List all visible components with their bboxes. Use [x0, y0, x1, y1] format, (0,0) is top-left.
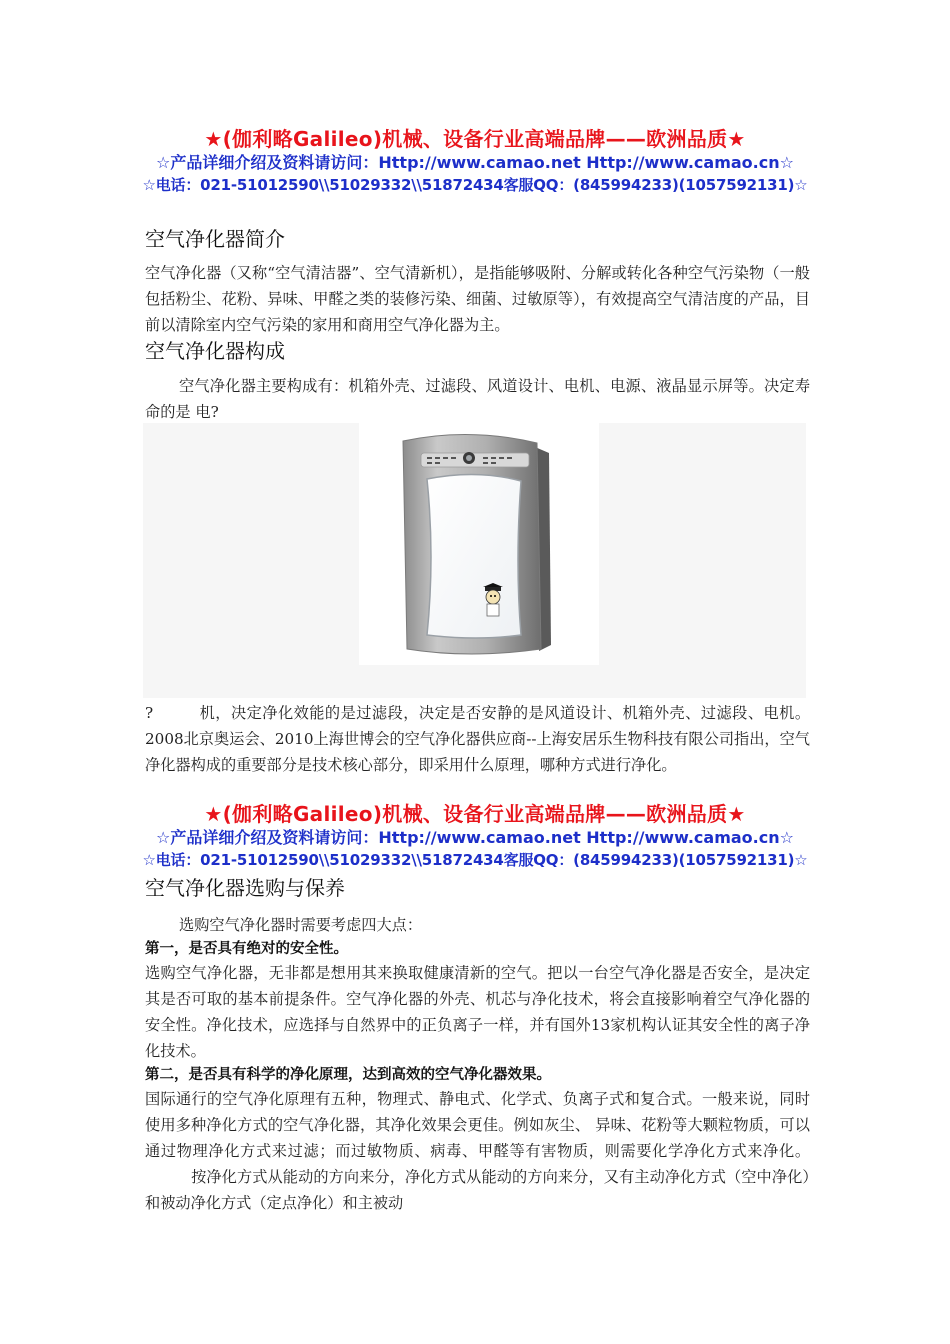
intro-paragraph: 空气净化器（又称“空气清洁器”、空气清新机），是指能够吸附、分解或转化各种空气污染物（一般包括粉尘、花粉、异味、甲醛之类的装修污染、细菌、过敏原等），有效提高空气清洁度的产品，目前以清除室内空气污染的家用和商用空气净化器为主。 — [145, 264, 810, 334]
point-two-text-a: 国际通行的空气净化原理有五种，物理式、静电式、化学式、负离子式和复合式。一般来说，同时使用多种净化方式的空气净化器，其净化效果会更佳。例如灰尘、 异味、花粉等大颗粒物质，可以通过物理净化方式来过滤；而过敏物质、病毒、甲醛等有害物质，则需要化学净化方式来净化。 — [145, 1090, 810, 1160]
missing-char-marker: ? — [145, 704, 154, 722]
banner-website-line: ☆产品详细介绍及资料请访问：Http://www.camao.net Http://www.camao.cn☆ — [156, 153, 794, 172]
banner-website-line: ☆产品详细介绍及资料请访问：Http://www.camao.net Http://www.camao.cn☆ — [156, 828, 794, 847]
banner-title: ★(伽利略Galileo)机械、设备行业高端品牌——欧洲品质★ — [204, 802, 746, 826]
product-figure — [143, 423, 806, 698]
composition-continued-paragraph — [145, 700, 810, 778]
point-one-paragraph: 选购空气净化器，无非都是想用其来换取健康清新的空气。把以一台空气净化器是否安全，是决定其是否可取的基本前提条件。空气净化器的外壳、机芯与净化技术，将会直接影响着空气净化器的安全性。净化技术，应选择与自然界中的正负离子一样，并有国外13家机构认证其安全性的离子净化技术。 — [145, 964, 810, 1060]
air-purifier-icon — [359, 423, 599, 665]
point-one-heading: 第一，是否具有绝对的安全性。 — [145, 941, 348, 957]
point-two-heading: 第二，是否具有科学的净化原理，达到高效的空气净化器效果。 — [145, 1067, 551, 1083]
promo-banner-top — [130, 126, 820, 196]
banner-contact-line: ☆电话：021-51012590\\51029332\\51872434客服QQ：(845994233)(1057592131)☆ — [142, 176, 808, 194]
point-two-paragraph — [145, 1086, 810, 1216]
section-heading-composition: 空气净化器构成 — [145, 339, 285, 363]
composition-continued-text: 机，决定净化效能的是过滤段，决定是否安静的是风道设计、机箱外壳、过滤段、电机。2008北京奥运会、2010上海世博会的空气净化器供应商--上海安居乐生物科技有限公司指出，空气净化器构成的重要部分是技术核心部分，即采用什么原理，哪种方式进行净化。 — [145, 704, 810, 774]
point-two-text-b: 按净化方式从能动的方向来分，净化方式从能动的方向来分，又有主动净化方式（空中净化）和被动净化方式（定点净化）和主被动 — [145, 1168, 810, 1212]
air-purifier-photo — [359, 423, 599, 665]
composition-intro-paragraph: 空气净化器主要构成有：机箱外壳、过滤段、风道设计、电机、电源、液晶显示屏等。决定寿命的是 电? — [145, 377, 810, 421]
section-heading-intro: 空气净化器简介 — [145, 227, 285, 251]
promo-banner-middle — [130, 801, 820, 871]
section-heading-purchase: 空气净化器选购与保养 — [145, 876, 345, 900]
purchase-intro-paragraph: 选购空气净化器时需要考虑四大点： — [179, 916, 422, 934]
banner-title: ★(伽利略Galileo)机械、设备行业高端品牌——欧洲品质★ — [204, 127, 746, 151]
banner-contact-line: ☆电话：021-51012590\\51029332\\51872434客服QQ：(845994233)(1057592131)☆ — [142, 851, 808, 869]
